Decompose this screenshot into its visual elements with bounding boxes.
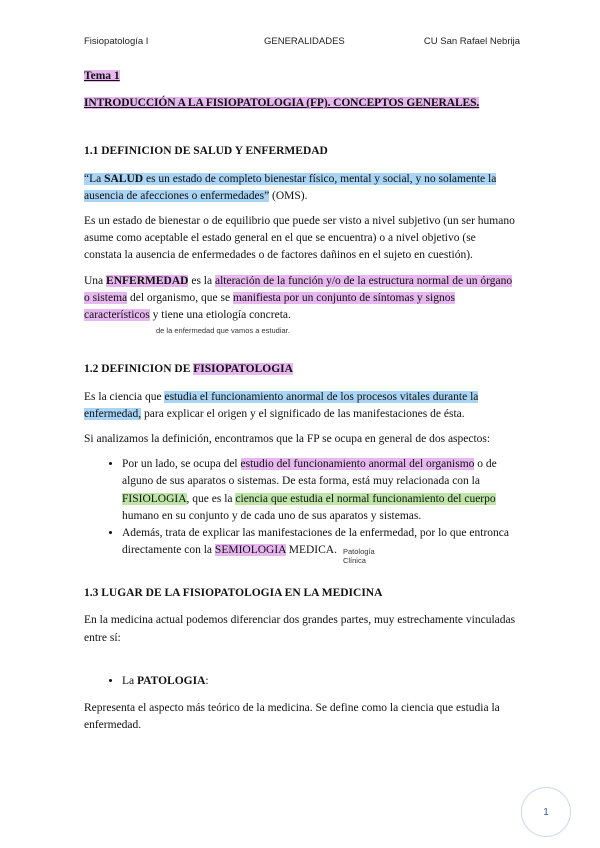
page-number: 1 [543,806,549,818]
header-topic: GENERALIDADES [264,36,345,47]
enfermedad-definition: Una ENFERMEDAD es la alteración de la función y/o de la estructura normal de un órgano o sistema del organismo, que se manifiesta por un conjunto de síntomas y signos característicos y tiene una etiología concreta. [84,274,513,322]
salud-definition: “La SALUD es un estado de completo bienestar físico, mental y social, y no solamente la ausencia de afecciones o enfermedades” (OMS). [84,172,497,202]
enfermedad-term: ENFERMEDAD [106,274,189,287]
page-number-badge [521,787,571,837]
list-item: • Por un lado, se ocupa del estudio del funcionamiento anormal del organismo o de alguno de sus aparatos o sistemas. De esta forma, está muy relacionada con la FISIOLOGIA, que es la ciencia que estudia el normal funcionamiento del cuerpo humano en su conjunto y de cada uno de sus aparatos y sistemas. [122,456,516,525]
header-course: Fisiopatología I [84,36,149,47]
parts-list [84,673,516,690]
salud-term: SALUD [104,172,144,185]
tema-label: Tema 1 [84,70,120,82]
section-1-heading: 1.1 DEFINICION DE SALUD Y ENFERMEDAD [84,145,328,158]
tema-title: INTRODUCCIÓN A LA FISIOPATOLOGIA (FP). CONCEPTOS GENERALES. [84,97,480,110]
document-body [84,68,516,734]
section-3-heading: 1.3 LUGAR DE LA FISIOPATOLOGIA EN LA MEDICINA [84,587,383,600]
salud-explanation: Es un estado de bienestar o de equilibrio que puede ser visto a nivel subjetivo (un ser humano asume como aceptable el estado general en el que se encuentra) o a nivel objetivo (se constata la ausencia de enfermedades o de factores dañinos en el sujeto en cuestión). [84,215,515,262]
enfermedad-handwritten-note: de la enfermedad que vamos a estudiar. [156,326,290,336]
section-2-heading: 1.2 DEFINICION DE FISIOPATOLOGIA [84,363,293,376]
definition-analysis-intro: Si analizamos la definición, encontramos que la FP se ocupa en general de dos aspectos: [84,433,491,446]
semiologia-handwritten-note: Patología Clínica [342,547,375,566]
patologia-definition: Representa el aspecto más teórico de la medicina. Se define como la ciencia que estudia la enfermedad. [84,702,500,732]
list-item: • La PATOLOGIA: [122,673,516,690]
aspects-list [84,456,516,565]
list-item: • Además, trata de explicar las manifestaciones de la enfermedad, por lo que entronca directamente con la SEMIOLOGIA MEDICA. Patología Clínica [122,525,516,565]
patologia-term: PATOLOGIA [137,674,206,687]
fisiopatologia-definition: Es la ciencia que estudia el funcionamiento anormal de los procesos vitales durante la enfermedad, para explicar el origen y el significado de las manifestaciones de ésta. [84,390,479,420]
header-institution: CU San Rafael Nebrija [423,36,520,47]
medicina-parts-intro: En la medicina actual podemos diferenciar dos grandes partes, muy estrechamente vinculadas entre sí: [84,614,516,644]
